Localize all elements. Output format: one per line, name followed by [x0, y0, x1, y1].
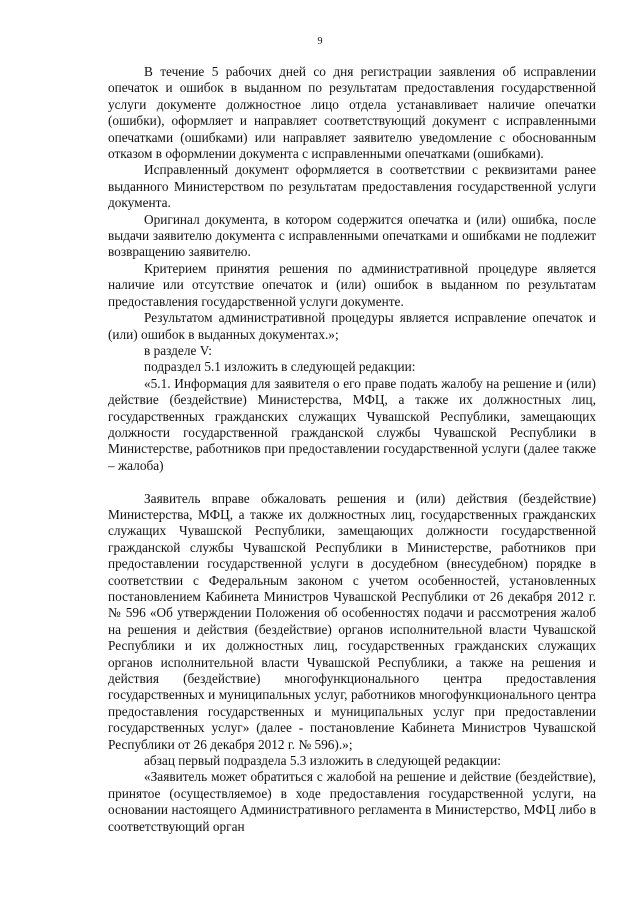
- paragraph-procedure-result: Результатом административной процедуры является исправление опечаток и (или) ошибок в выданных документах.»;: [108, 310, 596, 342]
- paragraph-subsection-5-3-intro: абзац первый подраздела 5.3 изложить в следующей редакции:: [144, 753, 501, 769]
- paragraph-complaint-submission: «Заявитель может обратиться с жалобой на решение и действие (бездействие), принятое (осуществляемое) в ходе предоставления государственной услуги, на основании настоящего Административного регламента в Министерство, МФЦ либо в соответствующий орган: [108, 769, 596, 834]
- paragraph-appeal-right: Заявитель вправе обжаловать решения и (или) действия (бездействие) Министерства, МФЦ, а также их должностных лиц, государственных гражданских служащих Чувашской Республики, замещающих должности государственной гражданской службы Чувашской Республики в Министерстве, работников при предоставлении государственной услуги в досудебном (внесудебном) порядке в соответствии с Федеральным законом с учетом особенностей, установленных постановлением Кабинета Министров Чувашской Республики от 26 декабря 2012 г. № 596 «Об утверждении Положения об особенностях подачи и рассмотрения жалоб на решения и действия (бездействие) органов исполнительной власти Чувашской Республики и их должностных лиц, государственных гражданских служащих органов исполнительной власти Чувашской Республики, а также на решения и действия (бездействие) многофункционального центра предоставления государственных и муниципальных услуг, работников многофункционального центра предоставления государственных и муниципальных услуг при предоставлении государственных услуг» (далее - постановление Кабинета Министров Чувашской Республики от 26 декабря 2012 г. № 596).»;: [108, 490, 596, 752]
- paragraph-corrected-document: Исправленный документ оформляется в соответствии с реквизитами ранее выданного Министерством по результатам предоставления государственной услуги документа.: [108, 162, 596, 211]
- paragraph-subsection-5-1-heading: «5.1. Информация для заявителя о его праве подать жалобу на решение и (или) действие (бездействие) Министерства, МФЦ, а также их должностных лиц, государственных гражданских служащих Чувашской Республики, замещающих должности государственной гражданской службы Чувашской Республики в Министерстве, работников при предоставлении государственной услуги (далее также – жалоба): [108, 375, 596, 473]
- paragraph-correction-deadline: В течение 5 рабочих дней со дня регистрации заявления об исправлении опечаток и ошибок в выданном по результатам предоставления государственной услуги документе должностное лицо отдела устанавливает наличие опечатки (ошибки), оформляет и направляет соответствующий документ с исправленными опечатками (ошибками) или направляет заявителю уведомление с обоснованным отказом в оформлении документа с исправленными опечатками (ошибками).: [108, 64, 596, 162]
- document-body: [108, 64, 596, 835]
- page-number: 9: [317, 36, 323, 47]
- paragraph-decision-criterion: Критерием принятия решения по административной процедуре является наличие или отсутствие опечаток и (или) ошибок в выданном по результатам предоставления государственной услуги документе.: [108, 260, 596, 309]
- paragraph-section-v: в разделе V:: [144, 342, 213, 358]
- paragraph-original-document: Оригинал документа, в котором содержится опечатка и (или) ошибка, после выдачи заявителю документа с исправленными опечатками и ошибками не подлежит возвращению заявителю.: [108, 211, 596, 260]
- paragraph-subsection-5-1-intro: подраздел 5.1 изложить в следующей редакции:: [144, 359, 416, 375]
